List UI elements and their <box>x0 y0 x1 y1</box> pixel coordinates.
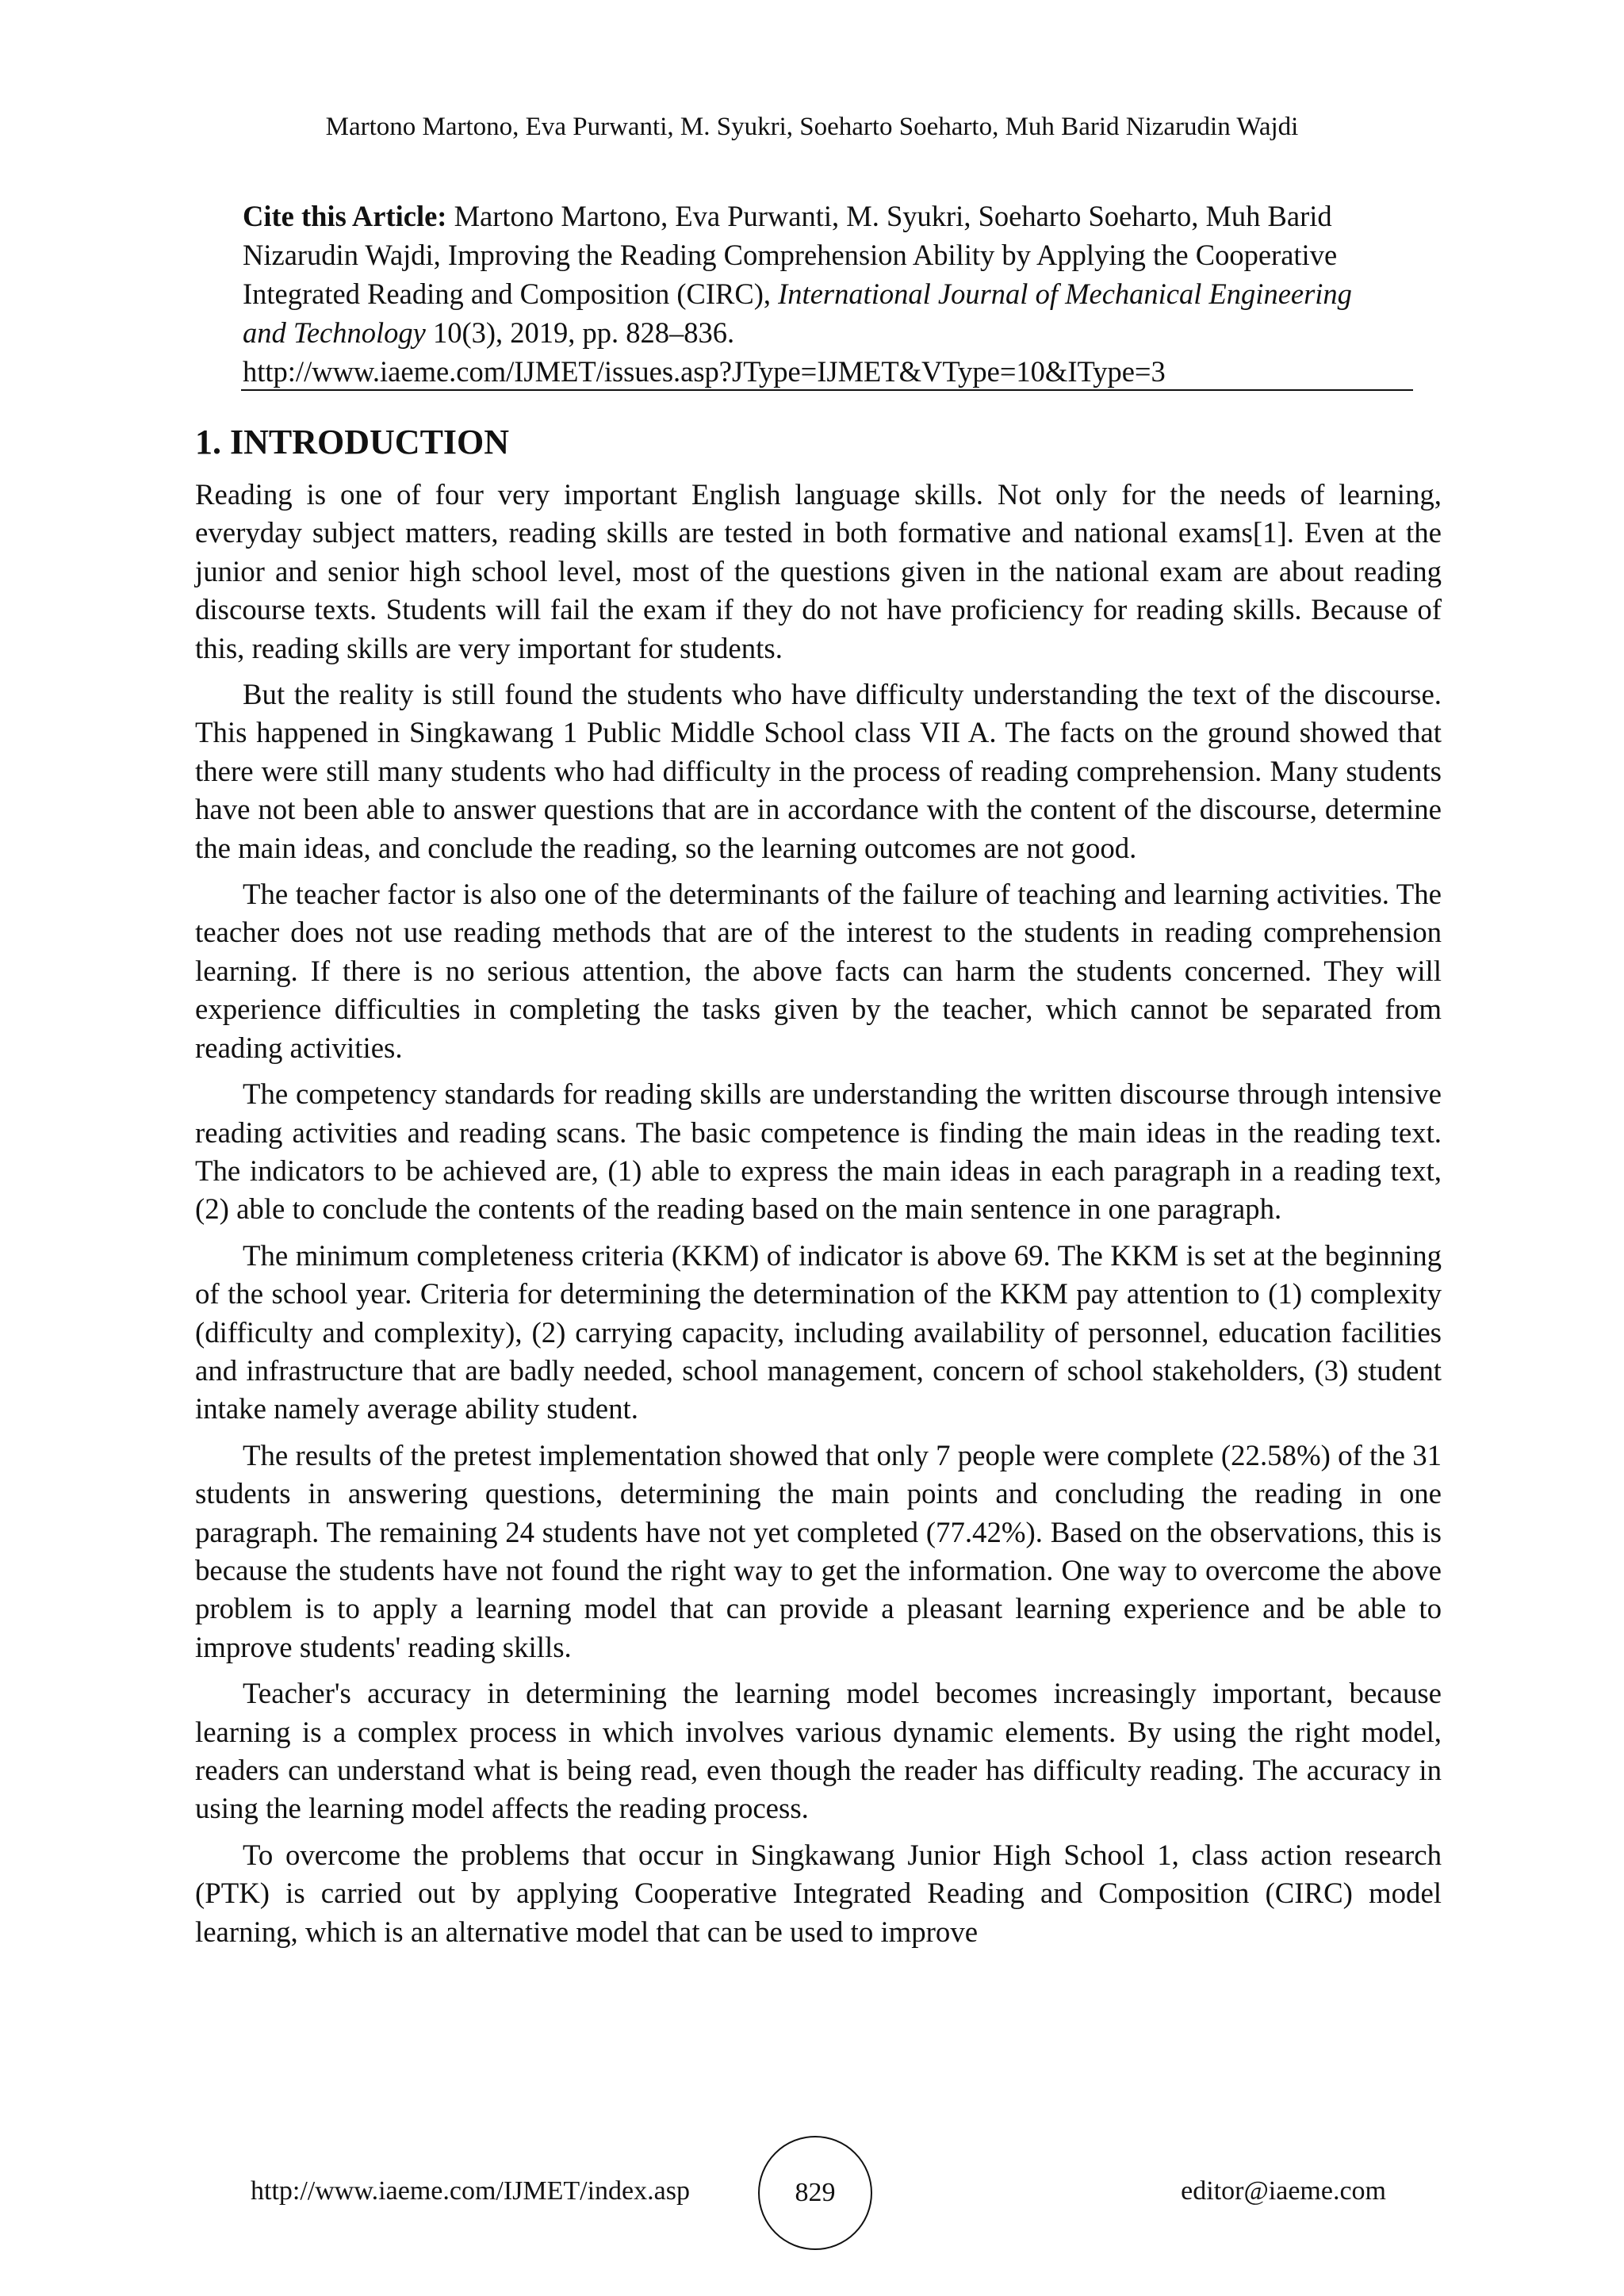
footer-url[interactable]: http://www.iaeme.com/IJMET/index.asp <box>251 2176 690 2206</box>
running-header-authors: Martono Martono, Eva Purwanti, M. Syukri, Soeharto Soeharto, Muh Barid Nizarudin Wajdi <box>325 113 1299 141</box>
citation-text <box>243 197 1400 352</box>
citation-journal: International Journal of Mechanical Engineering and Technology <box>243 277 1352 349</box>
page-number: 829 <box>758 2136 872 2250</box>
citation-divider <box>241 389 1413 391</box>
citation-details: 10(3), 2019, pp. 828–836. <box>425 316 735 349</box>
citation-label: Cite this Article: <box>243 200 447 232</box>
section-title: 1. INTRODUCTION <box>195 423 510 461</box>
citation-url[interactable]: http://www.iaeme.com/IJMET/issues.asp?JType=IJMET&VType=10&IType=3 <box>243 355 1166 388</box>
paragraph-6: The results of the pretest implementation showed that only 7 people were complete (22.58%) of the 31 students in answering questions, determining the main points and concluding the reading in one paragraph. The remaining 24 students have not yet completed (77.42%). Based on the observations, this is because the students have not found the right way to get the information. One way to overcome the above problem is to apply a learning model that can provide a pleasant learning experience and be able to improve students' reading skills. <box>195 1438 1442 1663</box>
paragraph-8: To overcome the problems that occur in Singkawang Junior High School 1, class action research (PTK) is carried out by applying Cooperative Integrated Reading and Composition (CIRC) model learning, which is an alternative model that can be used to improve <box>195 1838 1442 1948</box>
footer-email[interactable]: editor@iaeme.com <box>1181 2176 1386 2206</box>
paragraph-4: The competency standards for reading skills are understanding the written discourse through intensive reading activities and reading scans. The basic competence is finding the main ideas in the reading text. The indicators to be achieved are, (1) able to express the main ideas in each paragraph in a reading text, (2) able to conclude the contents of the reading based on the main sentence in one paragraph. <box>195 1077 1442 1226</box>
paragraph-7: Teacher's accuracy in determining the learning model becomes increasingly important, because learning is a complex process in which involves various dynamic elements. By using the right model, readers can understand what is being read, even though the reader has difficulty reading. The accuracy in using the learning model affects the reading process. <box>195 1677 1442 1825</box>
paragraph-1: Reading is one of four very important English language skills. Not only for the needs of learning, everyday subject matters, reading skills are tested in both formative and national exams[1]. Even at the junior and senior high school level, most of the questions given in the national exam are about reading discourse texts. Students will fail the exam if they do not have proficiency for reading skills. Because of this, reading skills are very important for students. <box>195 478 1442 664</box>
paragraph-2: But the reality is still found the students who have difficulty understanding the text of the discourse. This happened in Singkawang 1 Public Middle School class VII A. The facts on the ground showed that there were still many students who had difficulty in the process of reading comprehension. Many students have not been able to answer questions that are in accordance with the content of the discourse, determine the main ideas, and conclude the reading, so the learning outcomes are not good. <box>195 678 1442 864</box>
citation-block <box>243 197 1400 391</box>
section-body <box>195 476 1442 1959</box>
paragraph-3: The teacher factor is also one of the determinants of the failure of teaching and learning activities. The teacher does not use reading methods that are of the interest to the students in reading comprehension learning. If there is no serious attention, the above facts can harm the students concerned. They will experience difficulties in completing the tasks given by the teacher, which cannot be separated from reading activities. <box>195 878 1442 1064</box>
paragraph-5: The minimum completeness criteria (KKM) of indicator is above 69. The KKM is set at the beginning of the school year. Criteria for determining the determination of the KKM pay attention to (1) complexity (difficulty and complexity), (2) carrying capacity, including availability of personnel, education facilities and infrastructure that are badly needed, school management, concern of school stakeholders, (3) student intake namely average ability student. <box>195 1238 1442 1425</box>
citation-body: Martono Martono, Eva Purwanti, M. Syukri, Soeharto Soeharto, Muh Barid Nizarudin Wajdi, Improving the Reading Comprehension Ability by Applying the Cooperative Integrated Reading and Composition (CIRC), <box>243 200 1338 310</box>
